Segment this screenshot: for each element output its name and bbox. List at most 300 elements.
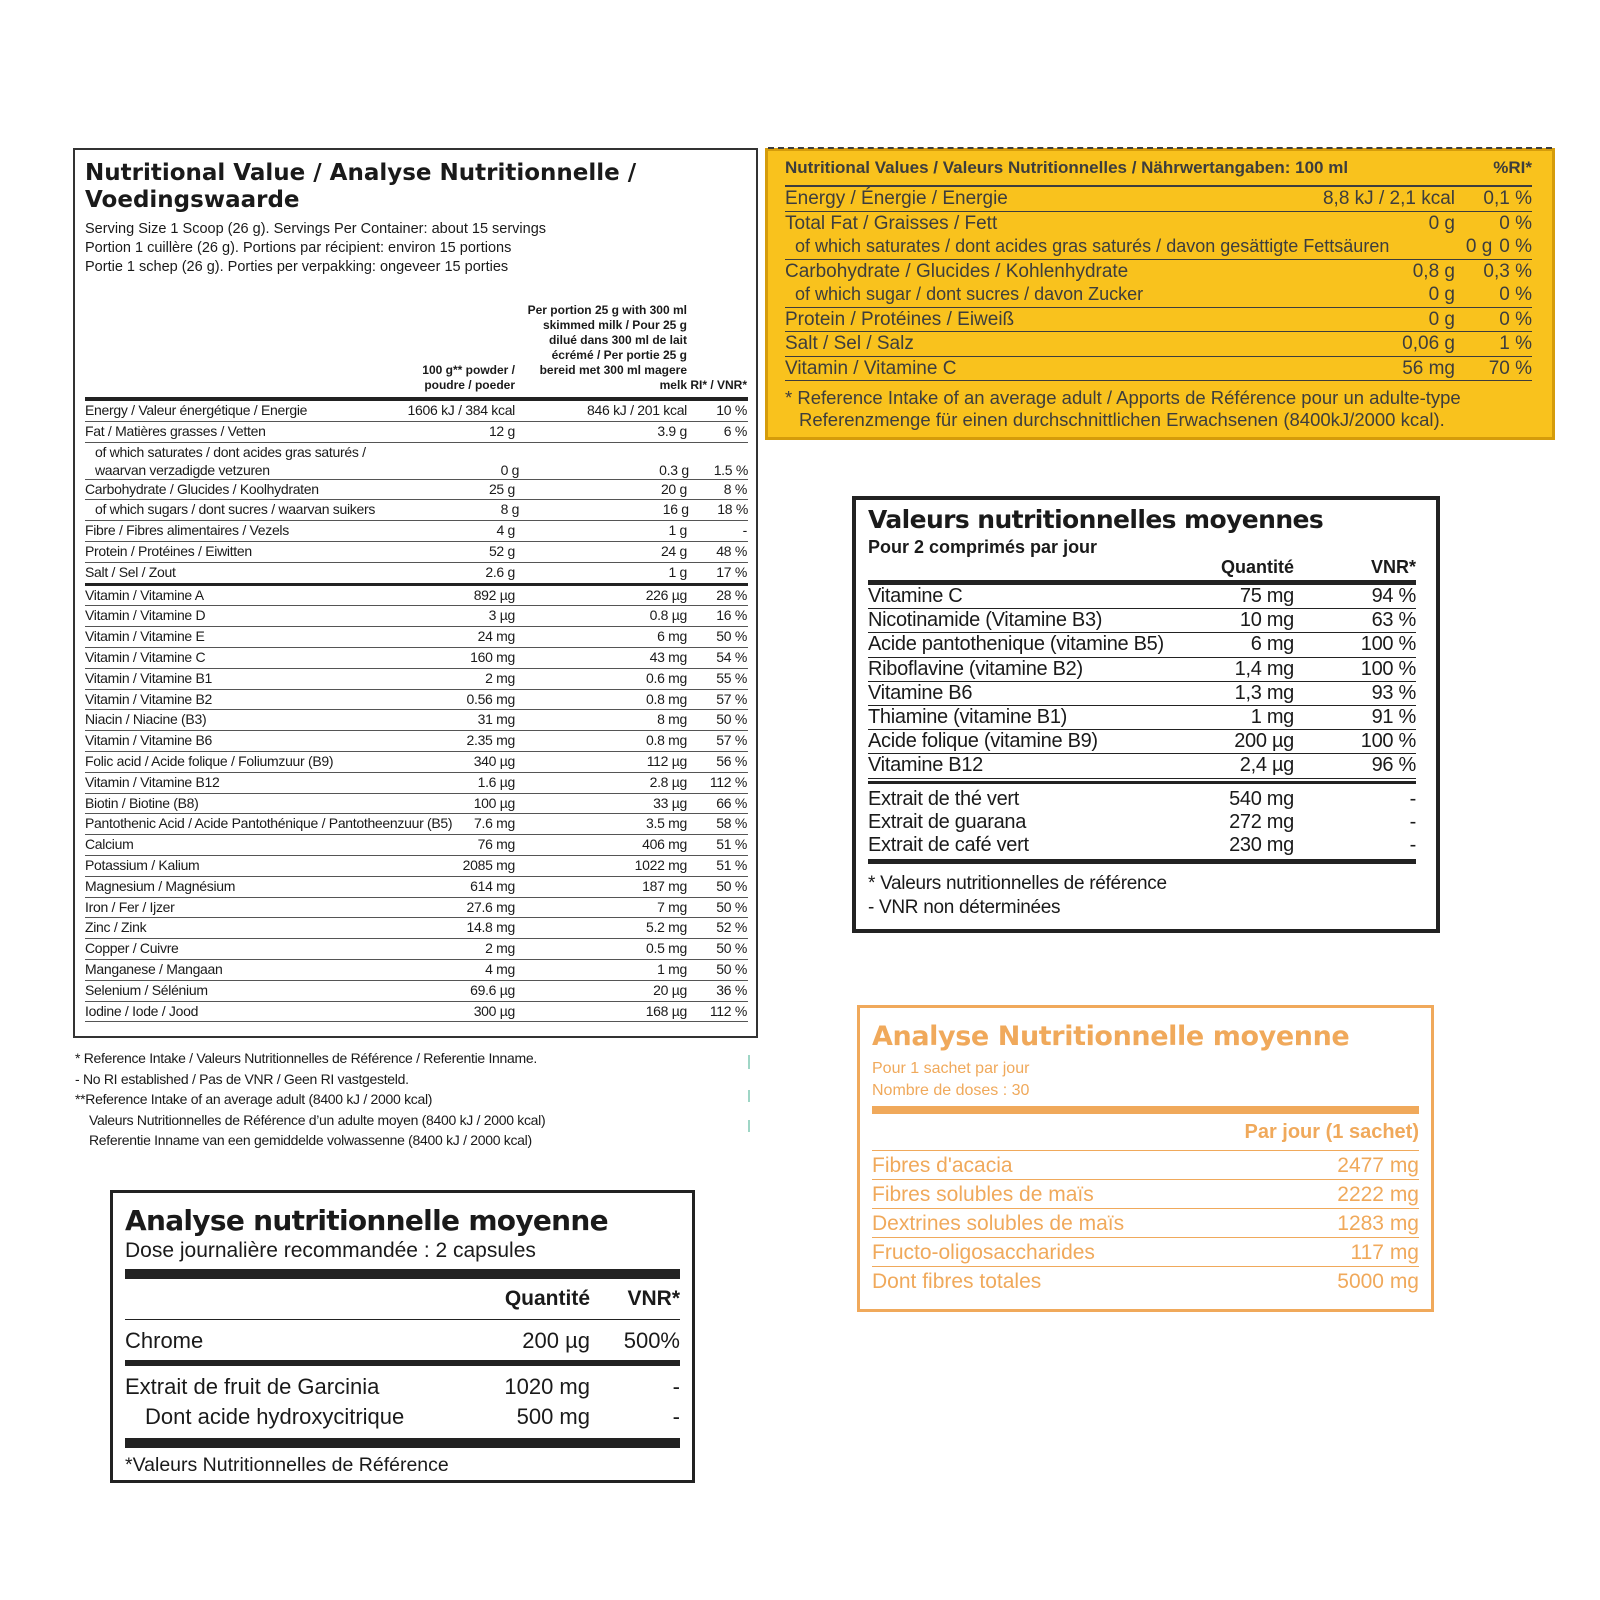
decorative-mark <box>748 1120 750 1132</box>
serving-info-nl: Portie 1 schep (26 g). Porties per verpakking: ongeveer 15 porties <box>85 259 509 275</box>
table-row <box>872 1268 1419 1295</box>
row-vnr: - <box>672 1374 680 1399</box>
table-row <box>85 480 748 501</box>
row-quantity: 1 mg <box>1250 706 1294 729</box>
table-row <box>868 788 1416 811</box>
row-quantity: 10 mg <box>1239 609 1294 632</box>
row-label: Extrait de guarana <box>868 810 1027 833</box>
value-per-100g: 1606 kJ / 384 kcal <box>407 402 515 418</box>
row-label: Extrait de thé vert <box>868 787 1020 810</box>
table-row <box>785 332 1532 357</box>
decorative-mark <box>748 1055 750 1069</box>
nutrient-label: Copper / Cuivre <box>85 940 179 957</box>
value-ri: 48 % <box>716 542 747 559</box>
row-quantity: 200 µg <box>522 1328 590 1353</box>
value-per-portion: 3.9 g <box>657 422 687 439</box>
row-percent: 0,3 % <box>1483 260 1532 282</box>
table-row <box>785 308 1532 333</box>
panel3-subheader <box>868 536 1416 578</box>
table-row <box>872 1239 1419 1267</box>
value-ri: 51 % <box>716 856 747 873</box>
row-value: 0 g <box>1465 236 1493 257</box>
row-quantity: 540 mg <box>1229 787 1294 810</box>
nutrient-label: Zinc / Zink <box>85 919 147 936</box>
row-label: Extrait de café vert <box>868 834 1029 857</box>
nutrient-label: of which sugars / dont sucres / waarvan suikers <box>95 501 376 518</box>
decorative-mark <box>748 1090 750 1102</box>
table-row <box>85 752 748 773</box>
value-per-100g: 31 mg <box>477 711 515 728</box>
value-per-portion: 2.8 µg <box>649 773 687 790</box>
row-label: Energy / Énergie / Energie <box>785 188 1008 209</box>
table-row <box>85 939 748 960</box>
value-per-100g: 100 µg <box>473 794 515 811</box>
col-header-portion: Per portion 25 g with 300 ml skimmed milk / Pour 25 g dilué dans 300 ml de lait écrémé / Per portie 25 g bereid met 300 ml magere melk <box>527 303 687 392</box>
nutrient-label: Energy / Valeur énergétique / Energie <box>85 402 308 418</box>
footnote: * Valeurs nutritionnelles de référence <box>868 873 1167 895</box>
nutrient-label: Vitamin / Vitamine B12 <box>85 773 220 790</box>
value-ri: 10 % <box>716 402 747 418</box>
nutrient-label: Fat / Matières grasses / Vetten <box>85 422 266 439</box>
value-per-100g: 1.6 µg <box>477 773 515 790</box>
row-percent: 0 % <box>1499 284 1532 305</box>
row-vnr: 100 % <box>1360 730 1416 753</box>
table-row <box>868 754 1416 778</box>
row-vnr: 93 % <box>1371 681 1416 704</box>
table-row <box>85 814 748 835</box>
divider <box>125 1438 680 1448</box>
value-per-portion: 187 mg <box>642 877 687 894</box>
row-label: Dont fibres totales <box>872 1270 1042 1293</box>
col-header-quantity: Quantité <box>504 1287 590 1310</box>
nutrient-label: Protein / Protéines / Eiwitten <box>85 542 252 559</box>
col-header-100g: 100 g** powder / poudre / poeder <box>422 363 515 392</box>
table-row <box>85 794 748 815</box>
row-vnr: 96 % <box>1371 754 1416 777</box>
row-label: Vitamin / Vitamine C <box>785 357 957 379</box>
table-row-group <box>785 212 1532 260</box>
value-ri: - <box>742 522 747 539</box>
value-per-portion: 5.2 mg <box>646 919 687 936</box>
row-vnr: 100 % <box>1360 657 1416 680</box>
row-value: 0 g <box>1428 212 1455 234</box>
value-per-100g: 0.56 mg <box>466 690 515 707</box>
value-ri: 54 % <box>716 648 747 665</box>
table-row <box>85 1002 748 1023</box>
table-row <box>125 1372 680 1402</box>
value-per-portion: 0.5 mg <box>646 940 687 957</box>
value-per-100g: 2085 mg <box>462 856 515 873</box>
row-label: Vitamine C <box>868 585 963 607</box>
value-per-100g: 892 µg <box>473 586 515 603</box>
value-per-100g: 3 µg <box>488 607 515 624</box>
table-row <box>868 658 1416 682</box>
row-vnr: 91 % <box>1371 706 1416 729</box>
value-ri: 17 % <box>716 563 747 580</box>
table-row <box>85 856 748 877</box>
row-label: Riboflavine (vitamine B2) <box>868 657 1083 680</box>
serving-info-fr: Portion 1 cuillère (26 g). Portions par récipient: environ 15 portions <box>85 240 512 256</box>
row-vnr: 63 % <box>1371 609 1416 632</box>
value-per-portion: 112 µg <box>646 752 687 769</box>
value-per-100g: 0 g <box>500 461 520 478</box>
value-per-portion: 0.3 g <box>659 461 689 478</box>
footnote: - No RI established / Pas de VNR / Geen RI vastgesteld. <box>75 1070 409 1087</box>
row-value: 117 mg <box>1350 1241 1419 1264</box>
row-vnr: 100 % <box>1360 633 1416 656</box>
value-per-portion: 7 mg <box>657 898 687 915</box>
row-value: 1283 mg <box>1337 1212 1419 1235</box>
value-per-100g: 2.6 g <box>485 563 515 580</box>
value-ri: 50 % <box>716 898 747 915</box>
value-per-portion: 33 µg <box>653 794 687 811</box>
row-label: Acide pantothenique (vitamine B5) <box>868 633 1164 656</box>
row-label: Vitamine B6 <box>868 681 973 704</box>
table-row <box>85 877 748 898</box>
panel5-footnote: *Valeurs Nutritionnelles de Référence <box>125 1454 449 1476</box>
row-value: 0 g <box>1428 308 1455 330</box>
row-vnr: - <box>1409 834 1416 857</box>
nutrient-label: Manganese / Mangaan <box>85 960 223 977</box>
value-ri: 16 % <box>716 607 747 624</box>
table-row <box>85 710 748 731</box>
row-label: Acide folique (vitamine B9) <box>868 730 1098 753</box>
panel1-title: Nutritional Value / Analyse Nutritionnelle / Voedingswaarde <box>85 160 637 213</box>
row-label: Salt / Sel / Salz <box>785 333 914 354</box>
footnote: - VNR non déterminées <box>868 897 1061 919</box>
row-percent: 0,1 % <box>1483 188 1532 209</box>
value-per-portion: 3.5 mg <box>646 815 687 832</box>
value-ri: 55 % <box>716 669 747 686</box>
row-quantity: 6 mg <box>1250 633 1294 656</box>
panel5-subtitle: Dose journalière recommandée : 2 capsules <box>125 1239 536 1262</box>
row-quantity: 500 mg <box>516 1404 590 1429</box>
table-row <box>85 563 748 586</box>
nutrition-table-protein <box>73 148 758 1038</box>
table-row <box>785 212 1532 236</box>
nutrition-table-capsules <box>110 1190 695 1483</box>
row-label: Carbohydrate / Glucides / Kohlenhydrate <box>785 260 1129 282</box>
table-row <box>785 260 1532 284</box>
value-per-100g: 25 g <box>488 480 515 497</box>
panel4-subtitle: Pour 1 sachet par jour <box>872 1060 1030 1077</box>
table-row <box>85 422 748 443</box>
col-header-quantity: Quantité <box>1220 557 1294 577</box>
panel2-title: Nutritional Values / Valeurs Nutritionnelles / Nährwertangaben: 100 ml <box>785 158 1349 177</box>
value-ri: 50 % <box>716 960 747 977</box>
value-ri: 50 % <box>716 711 747 728</box>
value-per-100g: 24 mg <box>477 628 515 645</box>
nutrient-label: Iodine / Iode / Jood <box>85 1002 199 1019</box>
table-row <box>85 669 748 690</box>
value-ri: 50 % <box>716 877 747 894</box>
value-ri: 18 % <box>717 501 748 518</box>
table-row <box>85 606 748 627</box>
footnote: Valeurs Nutritionnelles de Référence d’un adulte moyen (8400 kJ / 2000 kcal) <box>89 1111 546 1128</box>
table-row <box>85 835 748 856</box>
table-row <box>872 1210 1419 1238</box>
row-value: 2222 mg <box>1337 1183 1419 1206</box>
value-per-100g: 2.35 mg <box>466 732 515 749</box>
table-row <box>125 1402 680 1432</box>
row-label: Fibres solubles de maïs <box>872 1183 1094 1206</box>
extract-rows <box>868 788 1416 858</box>
value-per-100g: 160 mg <box>470 648 515 665</box>
row-quantity: 1,4 mg <box>1234 657 1294 680</box>
row-value: 56 mg <box>1402 357 1455 379</box>
panel5-column-headers <box>125 1279 680 1320</box>
table-row <box>85 500 748 521</box>
nutrient-label: Folic acid / Acide folique / Foliumzuur (B9) <box>85 752 334 769</box>
panel4-doses: Nombre de doses : 30 <box>872 1082 1030 1099</box>
table-row <box>85 627 748 648</box>
value-per-portion: 0.8 mg <box>646 690 687 707</box>
row-quantity: 2,4 µg <box>1239 754 1294 777</box>
table-row <box>868 811 1416 834</box>
value-ri: 51 % <box>716 836 747 853</box>
value-per-portion: 8 mg <box>657 711 687 728</box>
serving-info-en: Serving Size 1 Scoop (26 g). Servings Per Container: about 15 servings <box>85 221 547 237</box>
nutrient-label: Vitamin / Vitamine C <box>85 648 206 665</box>
value-per-portion: 168 µg <box>645 1002 687 1019</box>
value-per-100g: 27.6 mg <box>466 898 515 915</box>
panel3-subtitle: Pour 2 comprimés par jour <box>868 537 1098 557</box>
vitamin-rows <box>868 585 1416 779</box>
table-row <box>85 401 748 422</box>
table-row <box>872 1181 1419 1209</box>
table-row <box>868 585 1416 609</box>
value-per-portion: 0.8 mg <box>646 732 687 749</box>
value-ri: 50 % <box>716 940 747 957</box>
table-row <box>85 648 748 669</box>
row-quantity: 230 mg <box>1229 834 1294 857</box>
panel2-footnote <box>785 381 1532 431</box>
table-row <box>868 834 1416 857</box>
nutrition-table-fibres <box>857 1005 1434 1312</box>
value-per-portion: 226 µg <box>645 586 687 603</box>
row-value: 0,06 g <box>1402 333 1455 354</box>
row-label: Total Fat / Graisses / Fett <box>785 212 998 234</box>
value-per-portion: 0.6 mg <box>646 669 687 686</box>
panel1-column-headers <box>85 283 748 401</box>
table-row-group <box>785 260 1532 308</box>
nutrient-label: Calcium <box>85 836 134 853</box>
nutrient-label: Vitamin / Vitamine B6 <box>85 732 213 749</box>
col-header-vnr: VNR* <box>627 1287 680 1310</box>
row-value: 0,8 g <box>1412 260 1455 282</box>
value-per-100g: 7.6 mg <box>474 815 515 832</box>
row-label: of which sugar / dont sucres / davon Zucker <box>795 284 1144 304</box>
value-per-100g: 52 g <box>488 542 515 559</box>
value-per-portion: 6 mg <box>657 628 687 645</box>
row-quantity: 1020 mg <box>504 1374 590 1399</box>
row-vnr: - <box>1409 810 1416 833</box>
row-percent: 0 % <box>1499 212 1532 234</box>
footnote: * Reference Intake of an average adult / Apports de Référence pour un adulte-type <box>785 387 1461 408</box>
divider <box>868 859 1416 864</box>
table-row <box>868 633 1416 657</box>
value-per-100g: 2 mg <box>485 669 515 686</box>
panel2-header <box>785 151 1532 187</box>
panel4-title: Analyse Nutritionnelle moyenne <box>872 1021 1350 1052</box>
value-ri: 52 % <box>716 919 747 936</box>
value-per-100g: 76 mg <box>477 836 515 853</box>
table-row <box>85 521 748 542</box>
value-per-portion: 43 mg <box>649 648 687 665</box>
nutrient-label: Biotin / Biotine (B8) <box>85 794 199 811</box>
value-per-100g: 614 mg <box>470 877 515 894</box>
nutrient-label: Potassium / Kalium <box>85 856 200 873</box>
nutrient-label: Salt / Sel / Zout <box>85 563 176 580</box>
row-label: Extrait de fruit de Garcinia <box>125 1374 380 1399</box>
value-per-100g: 300 µg <box>473 1002 515 1019</box>
table-row <box>785 283 1532 307</box>
row-percent: 0 % <box>1499 236 1532 257</box>
col-header-vnr: VNR* <box>1370 557 1416 577</box>
footnote: **Reference Intake of an average adult (8400 kJ / 2000 kcal) <box>75 1091 433 1107</box>
value-per-100g: 2 mg <box>485 940 515 957</box>
table-row <box>872 1152 1419 1180</box>
value-per-portion: 1 mg <box>657 960 687 977</box>
value-per-100g: 4 g <box>496 522 515 539</box>
divider <box>868 781 1416 784</box>
table-row <box>85 586 748 607</box>
row-vnr: 500% <box>623 1328 680 1353</box>
value-ri: 57 % <box>716 690 747 707</box>
footnote: * Reference Intake / Valeurs Nutritionnelles de Référence / Referentie Inname. <box>75 1050 537 1066</box>
value-per-portion: 20 µg <box>653 981 687 998</box>
table-row <box>85 731 748 752</box>
value-ri: 112 % <box>709 773 747 790</box>
row-percent: 1 % <box>1499 333 1532 354</box>
value-per-portion: 1 g <box>668 522 687 539</box>
table-row <box>85 690 748 711</box>
table-row <box>125 1326 680 1356</box>
row-label: Fibres d'acacia <box>872 1154 1013 1177</box>
value-per-portion: 20 g <box>660 480 687 497</box>
nutrient-label: Fibre / Fibres alimentaires / Vezels <box>85 522 289 539</box>
value-per-100g: 69.6 µg <box>470 981 515 998</box>
table-row <box>785 187 1532 212</box>
value-ri: 36 % <box>716 981 747 998</box>
row-label: Chrome <box>125 1328 204 1353</box>
value-per-100g: 12 g <box>488 422 515 439</box>
table-row <box>85 981 748 1002</box>
value-ri: 112 % <box>709 1002 747 1019</box>
row-percent: 70 % <box>1488 357 1532 379</box>
divider <box>872 1106 1419 1114</box>
value-ri: 8 % <box>723 480 747 497</box>
value-ri: 58 % <box>716 815 747 832</box>
value-per-portion: 0.8 µg <box>649 607 687 624</box>
table-row <box>868 682 1416 706</box>
nutrient-label: Vitamin / Vitamine D <box>85 607 206 624</box>
value-per-100g: 14.8 mg <box>466 919 515 936</box>
row-quantity: 200 µg <box>1234 730 1294 753</box>
table-row <box>85 542 748 563</box>
nutrient-label: Selenium / Sélénium <box>85 981 208 998</box>
row-quantity: 1,3 mg <box>1234 681 1294 704</box>
nutrition-table-tablets <box>852 496 1440 933</box>
row-label: Thiamine (vitamine B1) <box>868 706 1068 729</box>
value-per-portion: 16 g <box>662 501 689 518</box>
nutrient-label: Vitamin / Vitamine A <box>85 586 204 603</box>
col-header-per-day: Par jour (1 sachet) <box>872 1114 1419 1151</box>
value-ri: 1.5 % <box>713 461 748 478</box>
row-label: Dextrines solubles de maïs <box>872 1212 1125 1235</box>
nutrient-label: Pantothenic Acid / Acide Pantothénique / Pantotheenzuur (B5) <box>85 815 453 832</box>
nutrition-table-yellow <box>765 148 1555 440</box>
value-per-100g: 340 µg <box>473 752 515 769</box>
panel5-title: Analyse nutritionnelle moyenne <box>125 1204 608 1237</box>
table-row <box>85 443 748 480</box>
table-row <box>85 773 748 794</box>
row-label: Fructo-oligosaccharides <box>872 1241 1095 1264</box>
row-label: Protein / Protéines / Eiweiß <box>785 308 1015 330</box>
row-percent: 0 % <box>1499 308 1532 330</box>
value-ri: 56 % <box>716 752 747 769</box>
row-value: 0 g <box>1428 284 1455 305</box>
row-value: 5000 mg <box>1337 1270 1419 1293</box>
value-ri: 66 % <box>716 794 747 811</box>
value-per-100g: 8 g <box>500 501 520 518</box>
row-vnr: - <box>672 1404 680 1429</box>
fibre-rows <box>872 1152 1419 1295</box>
value-ri: 28 % <box>716 586 747 603</box>
panel3-title: Valeurs nutritionnelles moyennes <box>868 505 1324 534</box>
table-row <box>868 706 1416 730</box>
divider <box>125 1360 680 1366</box>
value-per-portion: 1022 mg <box>634 856 687 873</box>
row-label: of which saturates / dont acides gras saturés / davon gesättigte Fettsäuren <box>795 236 1390 256</box>
panel2-col-ri: %RI* <box>1493 158 1532 177</box>
table-row <box>85 918 748 939</box>
row-quantity: 75 mg <box>1239 585 1294 607</box>
divider <box>125 1269 680 1279</box>
dashed-border <box>768 147 1552 149</box>
table-row <box>85 960 748 981</box>
value-ri: 57 % <box>716 732 747 749</box>
footnote: Referenzmenge für einen durchschnittlichen Erwachsenen (8400kJ/2000 kcal). <box>799 409 1445 430</box>
row-quantity: 272 mg <box>1229 810 1294 833</box>
nutrient-label: Niacin / Niacine (B3) <box>85 711 207 728</box>
table-row <box>785 235 1532 259</box>
table-row <box>85 898 748 919</box>
table-row <box>868 609 1416 633</box>
panel1-footnotes <box>75 1048 675 1151</box>
panel1-rows <box>85 401 748 1022</box>
nutrient-label: Magnesium / Magnésium <box>85 877 236 894</box>
row-vnr: - <box>1409 787 1416 810</box>
value-ri: 50 % <box>716 628 747 645</box>
row-value: 2477 mg <box>1337 1154 1419 1177</box>
row-label: Vitamine B12 <box>868 754 983 777</box>
nutrient-label: Vitamin / Vitamine B1 <box>85 669 213 686</box>
row-vnr: 94 % <box>1371 585 1416 607</box>
row-label: Nicotinamide (Vitamine B3) <box>868 609 1103 632</box>
value-ri: 6 % <box>723 422 747 439</box>
value-per-100g: 4 mg <box>485 960 515 977</box>
row-label: Dont acide hydroxycitrique <box>145 1404 405 1429</box>
value-per-portion: 1 g <box>668 563 687 580</box>
value-per-portion: 406 mg <box>642 836 687 853</box>
value-per-portion: 846 kJ / 201 kcal <box>587 402 687 418</box>
footnote: Referentie Inname van een gemiddelde volwassenne (8400 kJ / 2000 kcal) <box>89 1132 532 1148</box>
nutrient-label: Vitamin / Vitamine E <box>85 628 205 645</box>
row-value: 8,8 kJ / 2,1 kcal <box>1322 188 1455 209</box>
nutrient-label: Iron / Fer / Ijzer <box>85 898 175 915</box>
nutrient-label: Vitamin / Vitamine B2 <box>85 690 213 707</box>
